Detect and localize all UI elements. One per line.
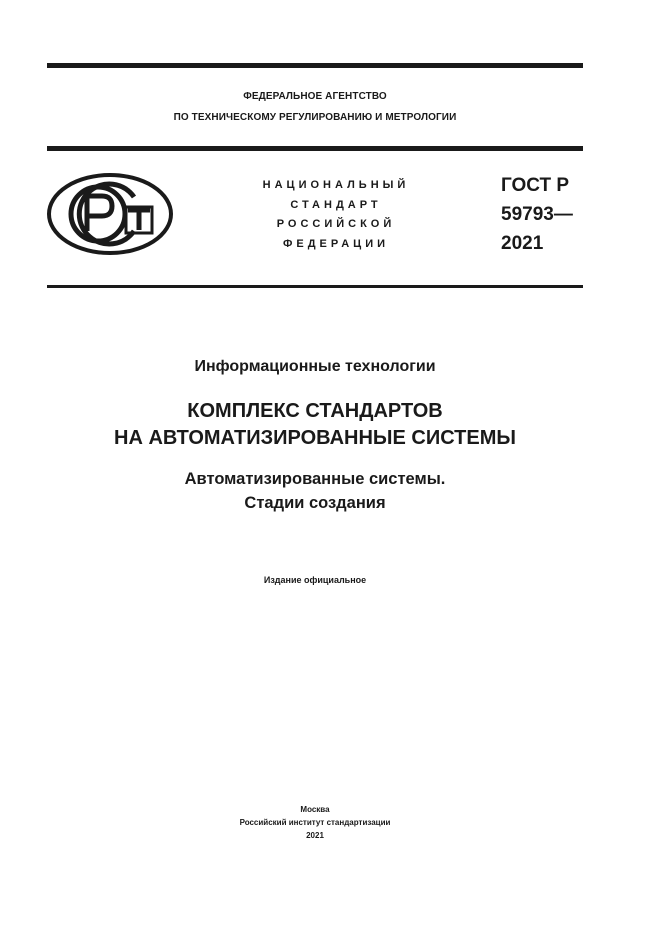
national-standard-line2: СТАНДАРТ <box>290 199 382 211</box>
agency-name-line2: ПО ТЕХНИЧЕСКОМУ РЕГУЛИРОВАНИЮ И МЕТРОЛОГИИ <box>173 112 457 123</box>
agency-name-line1: ФЕДЕРАЛЬНОЕ АГЕНТСТВО <box>243 91 387 102</box>
imprint-year: 2021 <box>306 831 324 840</box>
main-title-line1: КОМПЛЕКС СТАНДАРТОВ <box>187 400 443 422</box>
sub-title-line1: Автоматизированные системы. <box>184 470 446 488</box>
imprint <box>40 803 590 842</box>
main-title <box>40 398 590 452</box>
field-title: Информационные технологии <box>194 358 436 375</box>
imprint-city: Москва <box>300 805 330 814</box>
bottom-rule <box>47 285 583 288</box>
sub-title <box>40 467 590 515</box>
middle-rule <box>47 146 583 151</box>
designation-line3: 2021 <box>501 233 544 254</box>
top-rule <box>47 63 583 68</box>
national-standard-line4: ФЕДЕРАЦИИ <box>282 238 390 250</box>
edition-label: Издание официальное <box>263 575 367 585</box>
sub-title-line2: Стадии создания <box>244 494 386 512</box>
national-standard-line1: НАЦИОНАЛЬНЫЙ <box>262 179 410 191</box>
national-standard-line3: РОССИЙСКОЙ <box>276 218 396 230</box>
imprint-publisher: Российский институт стандартизации <box>239 818 391 827</box>
designation-line1: ГОСТ Р <box>501 175 570 196</box>
main-title-line2: НА АВТОМАТИЗИРОВАННЫЕ СИСТЕМЫ <box>114 427 516 449</box>
designation-line2: 59793— <box>501 204 573 225</box>
standard-designation <box>501 171 573 258</box>
rst-logo-icon <box>46 172 174 256</box>
